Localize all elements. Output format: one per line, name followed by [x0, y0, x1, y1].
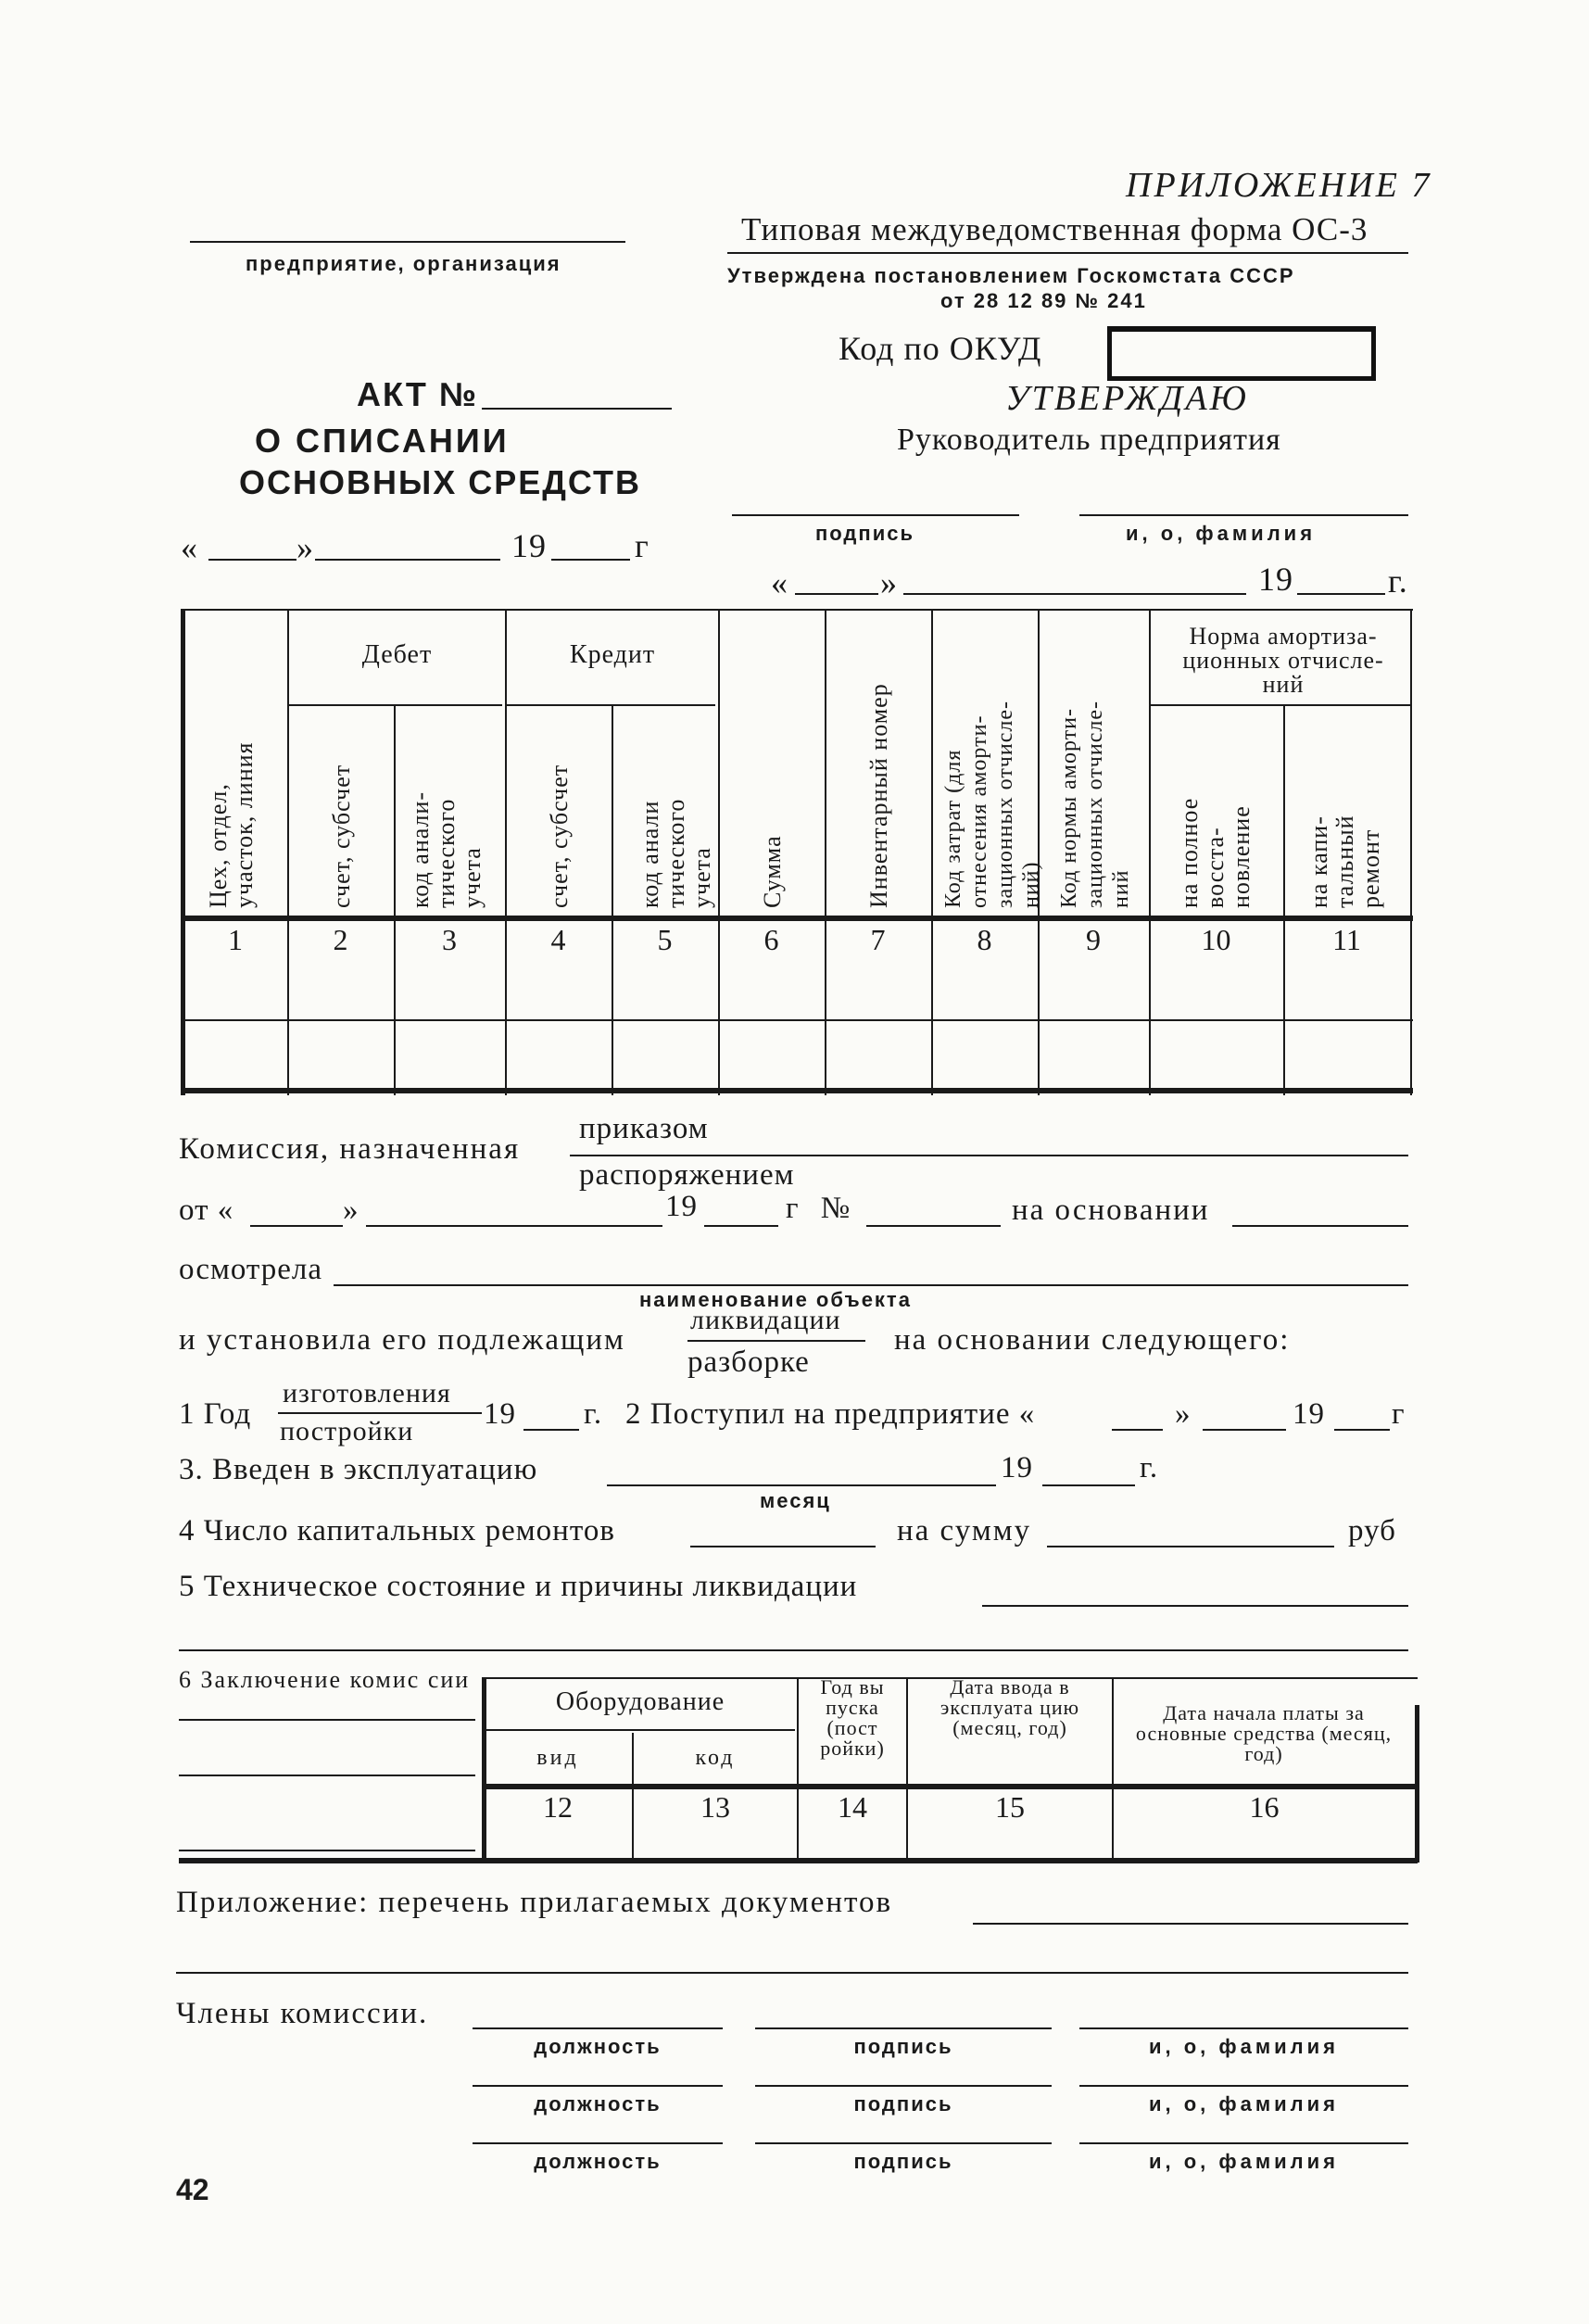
col-norm-rate: Норма амортиза- ционных отчисле- ний	[1182, 623, 1384, 698]
attachment-label: Приложение: перечень прилагаемых документов	[176, 1886, 893, 1919]
member2-position-line[interactable]	[473, 2085, 723, 2087]
colnum-5: 5	[657, 923, 673, 956]
col-norm-code: Код нормы аморти- зационных отчисле- ний	[1057, 701, 1133, 908]
member1-position-caption: должность	[534, 2035, 662, 2058]
date-in-header: Дата ввода в эксплуата цию (месяц, год)	[940, 1675, 1080, 1739]
inspected-label: осмотрела	[179, 1253, 323, 1286]
conclusion-label: 6 Заключение комис сии	[179, 1666, 471, 1693]
col-cost-code: Код затрат (для отнесения аморти- зационных отчисле- ний)	[941, 701, 1043, 908]
col-inventory: Инвентарный номер	[865, 683, 892, 908]
col-capital-repair: на капи- тальный ремонт	[1305, 815, 1384, 908]
year-built-header: Год вы пуска (пост ройки)	[820, 1675, 885, 1760]
member1-sign-line[interactable]	[755, 2027, 1052, 2029]
item1-g: г.	[584, 1397, 603, 1431]
col-credit-code: код анали тического учета	[637, 798, 715, 908]
act-date-close: »	[296, 529, 314, 566]
colnum-4: 4	[550, 923, 566, 956]
act-date-g: г	[635, 527, 649, 564]
approval-sign-caption: подпись	[815, 522, 914, 545]
equipment-header: Оборудование	[555, 1687, 725, 1716]
member2-name-caption: и, о, фамилия	[1148, 2092, 1340, 2116]
member3-sign-line[interactable]	[755, 2142, 1052, 2144]
item4-rub: руб	[1348, 1514, 1396, 1547]
act-date-year: 19	[511, 527, 547, 564]
member1-position-line[interactable]	[473, 2027, 723, 2029]
member3-sign-caption: подпись	[853, 2150, 953, 2173]
approval-date-close: »	[880, 564, 898, 601]
kind-header: вид	[536, 1746, 579, 1770]
item2-label: 2 Поступил на предприятие «	[625, 1397, 1036, 1431]
member2-sign-caption: подпись	[853, 2092, 953, 2116]
basis-label: на основании	[1012, 1194, 1210, 1227]
approval-date-open: «	[771, 564, 788, 601]
order-option: приказом	[579, 1112, 709, 1145]
col-debit-code: код анали- тического учета	[407, 790, 486, 908]
form-title: Типовая междуведомственная форма ОС-3	[741, 211, 1368, 247]
item3-year: 19	[1001, 1451, 1033, 1484]
member1-name-caption: и, о, фамилия	[1148, 2035, 1340, 2058]
approval-role: Руководитель предприятия	[897, 423, 1281, 457]
member2-name-line[interactable]	[1079, 2085, 1408, 2087]
colnum-7: 7	[870, 923, 886, 956]
members-label: Члены комиссии.	[176, 1997, 429, 2030]
following-label: на основании следующего:	[894, 1323, 1291, 1357]
liquidation-option: ликвидации	[690, 1305, 841, 1335]
col-debit-account: счет, субсчет	[328, 764, 355, 908]
from-year: 19	[665, 1190, 698, 1223]
act-subtitle: О СПИСАНИИ	[255, 422, 510, 460]
okud-label: Код по ОКУД	[839, 330, 1042, 367]
approved-line2: от 28 12 89 № 241	[940, 289, 1147, 312]
colnum-10: 10	[1201, 923, 1231, 956]
disposition-option: распоряжением	[579, 1158, 795, 1192]
conc-num-12: 12	[543, 1790, 573, 1824]
act-date-open: «	[181, 529, 198, 566]
item1-built: постройки	[280, 1416, 414, 1446]
page-number: 42	[176, 2173, 209, 2206]
attachment-line[interactable]	[973, 1923, 1408, 1925]
col-debit: Дебет	[361, 640, 433, 669]
col-credit: Кредит	[569, 640, 656, 669]
approval-title: УТВЕРЖДАЮ	[1005, 379, 1249, 418]
object-caption: наименование объекта	[639, 1288, 912, 1311]
colnum-9: 9	[1086, 923, 1101, 956]
item1-label: 1 Год	[179, 1397, 252, 1431]
item2-close: »	[1175, 1397, 1192, 1431]
from-label: от «	[179, 1194, 234, 1227]
member1-sign-caption: подпись	[853, 2035, 953, 2058]
item3-label: 3. Введен в эксплуатацию	[179, 1453, 538, 1486]
from-close: »	[343, 1194, 359, 1227]
item1-made: изготовления	[283, 1378, 451, 1408]
appendix-label: ПРИЛОЖЕНИЕ 7	[1126, 166, 1432, 205]
conc-num-16: 16	[1249, 1790, 1280, 1824]
colnum-1: 1	[228, 923, 243, 956]
approved-line1: Утверждена постановлением Госкомстата СССР	[727, 264, 1295, 287]
col-sum: Сумма	[759, 835, 786, 908]
act-subtitle2: ОСНОВНЫХ СРЕДСТВ	[239, 463, 642, 501]
conc-num-14: 14	[838, 1790, 867, 1824]
colnum-6: 6	[763, 923, 779, 956]
approval-name-caption: и, о, фамилия	[1126, 522, 1317, 545]
established-label: и установила его подлежащим	[179, 1323, 625, 1357]
date-pay-header: Дата начала платы за основные средства (месяц, год)	[1135, 1701, 1393, 1765]
item4-sum-label: на сумму	[897, 1514, 1032, 1547]
item1-year: 19	[484, 1397, 516, 1431]
approval-date-year: 19	[1258, 561, 1293, 598]
from-g-no: г №	[786, 1192, 858, 1225]
code-header: код	[695, 1746, 736, 1770]
commission-label: Комиссия, назначенная	[179, 1132, 521, 1166]
col-credit-account: счет, субсчет	[546, 764, 573, 908]
colnum-8: 8	[977, 923, 992, 956]
col-full-restore: на полное восста- новление	[1176, 797, 1255, 908]
member3-name-caption: и, о, фамилия	[1148, 2150, 1340, 2173]
member2-position-caption: должность	[534, 2092, 662, 2116]
member3-name-line[interactable]	[1079, 2142, 1408, 2144]
item2-g: г	[1392, 1397, 1406, 1431]
colnum-3: 3	[442, 923, 457, 956]
member3-position-line[interactable]	[473, 2142, 723, 2144]
conc-num-15: 15	[995, 1790, 1025, 1824]
month-caption: месяц	[760, 1489, 831, 1512]
item2-year: 19	[1293, 1397, 1325, 1431]
attachment-line2[interactable]	[176, 1972, 1408, 1974]
item5-label: 5 Техническое состояние и причины ликвидации	[179, 1570, 858, 1603]
member3-position-caption: должность	[534, 2150, 662, 2173]
item4-label: 4 Число капитальных ремонтов	[179, 1514, 615, 1547]
act-title: АКТ №	[357, 375, 478, 413]
org-caption: предприятие, организация	[246, 252, 561, 275]
colnum-2: 2	[333, 923, 348, 956]
colnum-11: 11	[1332, 923, 1361, 956]
conc-num-13: 13	[700, 1790, 730, 1824]
col-shop: Цех, отдел, участок, линия	[205, 741, 258, 908]
dismantling-option: разборке	[687, 1345, 810, 1379]
member2-sign-line[interactable]	[755, 2085, 1052, 2087]
item3-g: г.	[1140, 1451, 1159, 1484]
member1-name-line[interactable]	[1079, 2027, 1408, 2029]
approval-date-g: г.	[1388, 562, 1408, 600]
